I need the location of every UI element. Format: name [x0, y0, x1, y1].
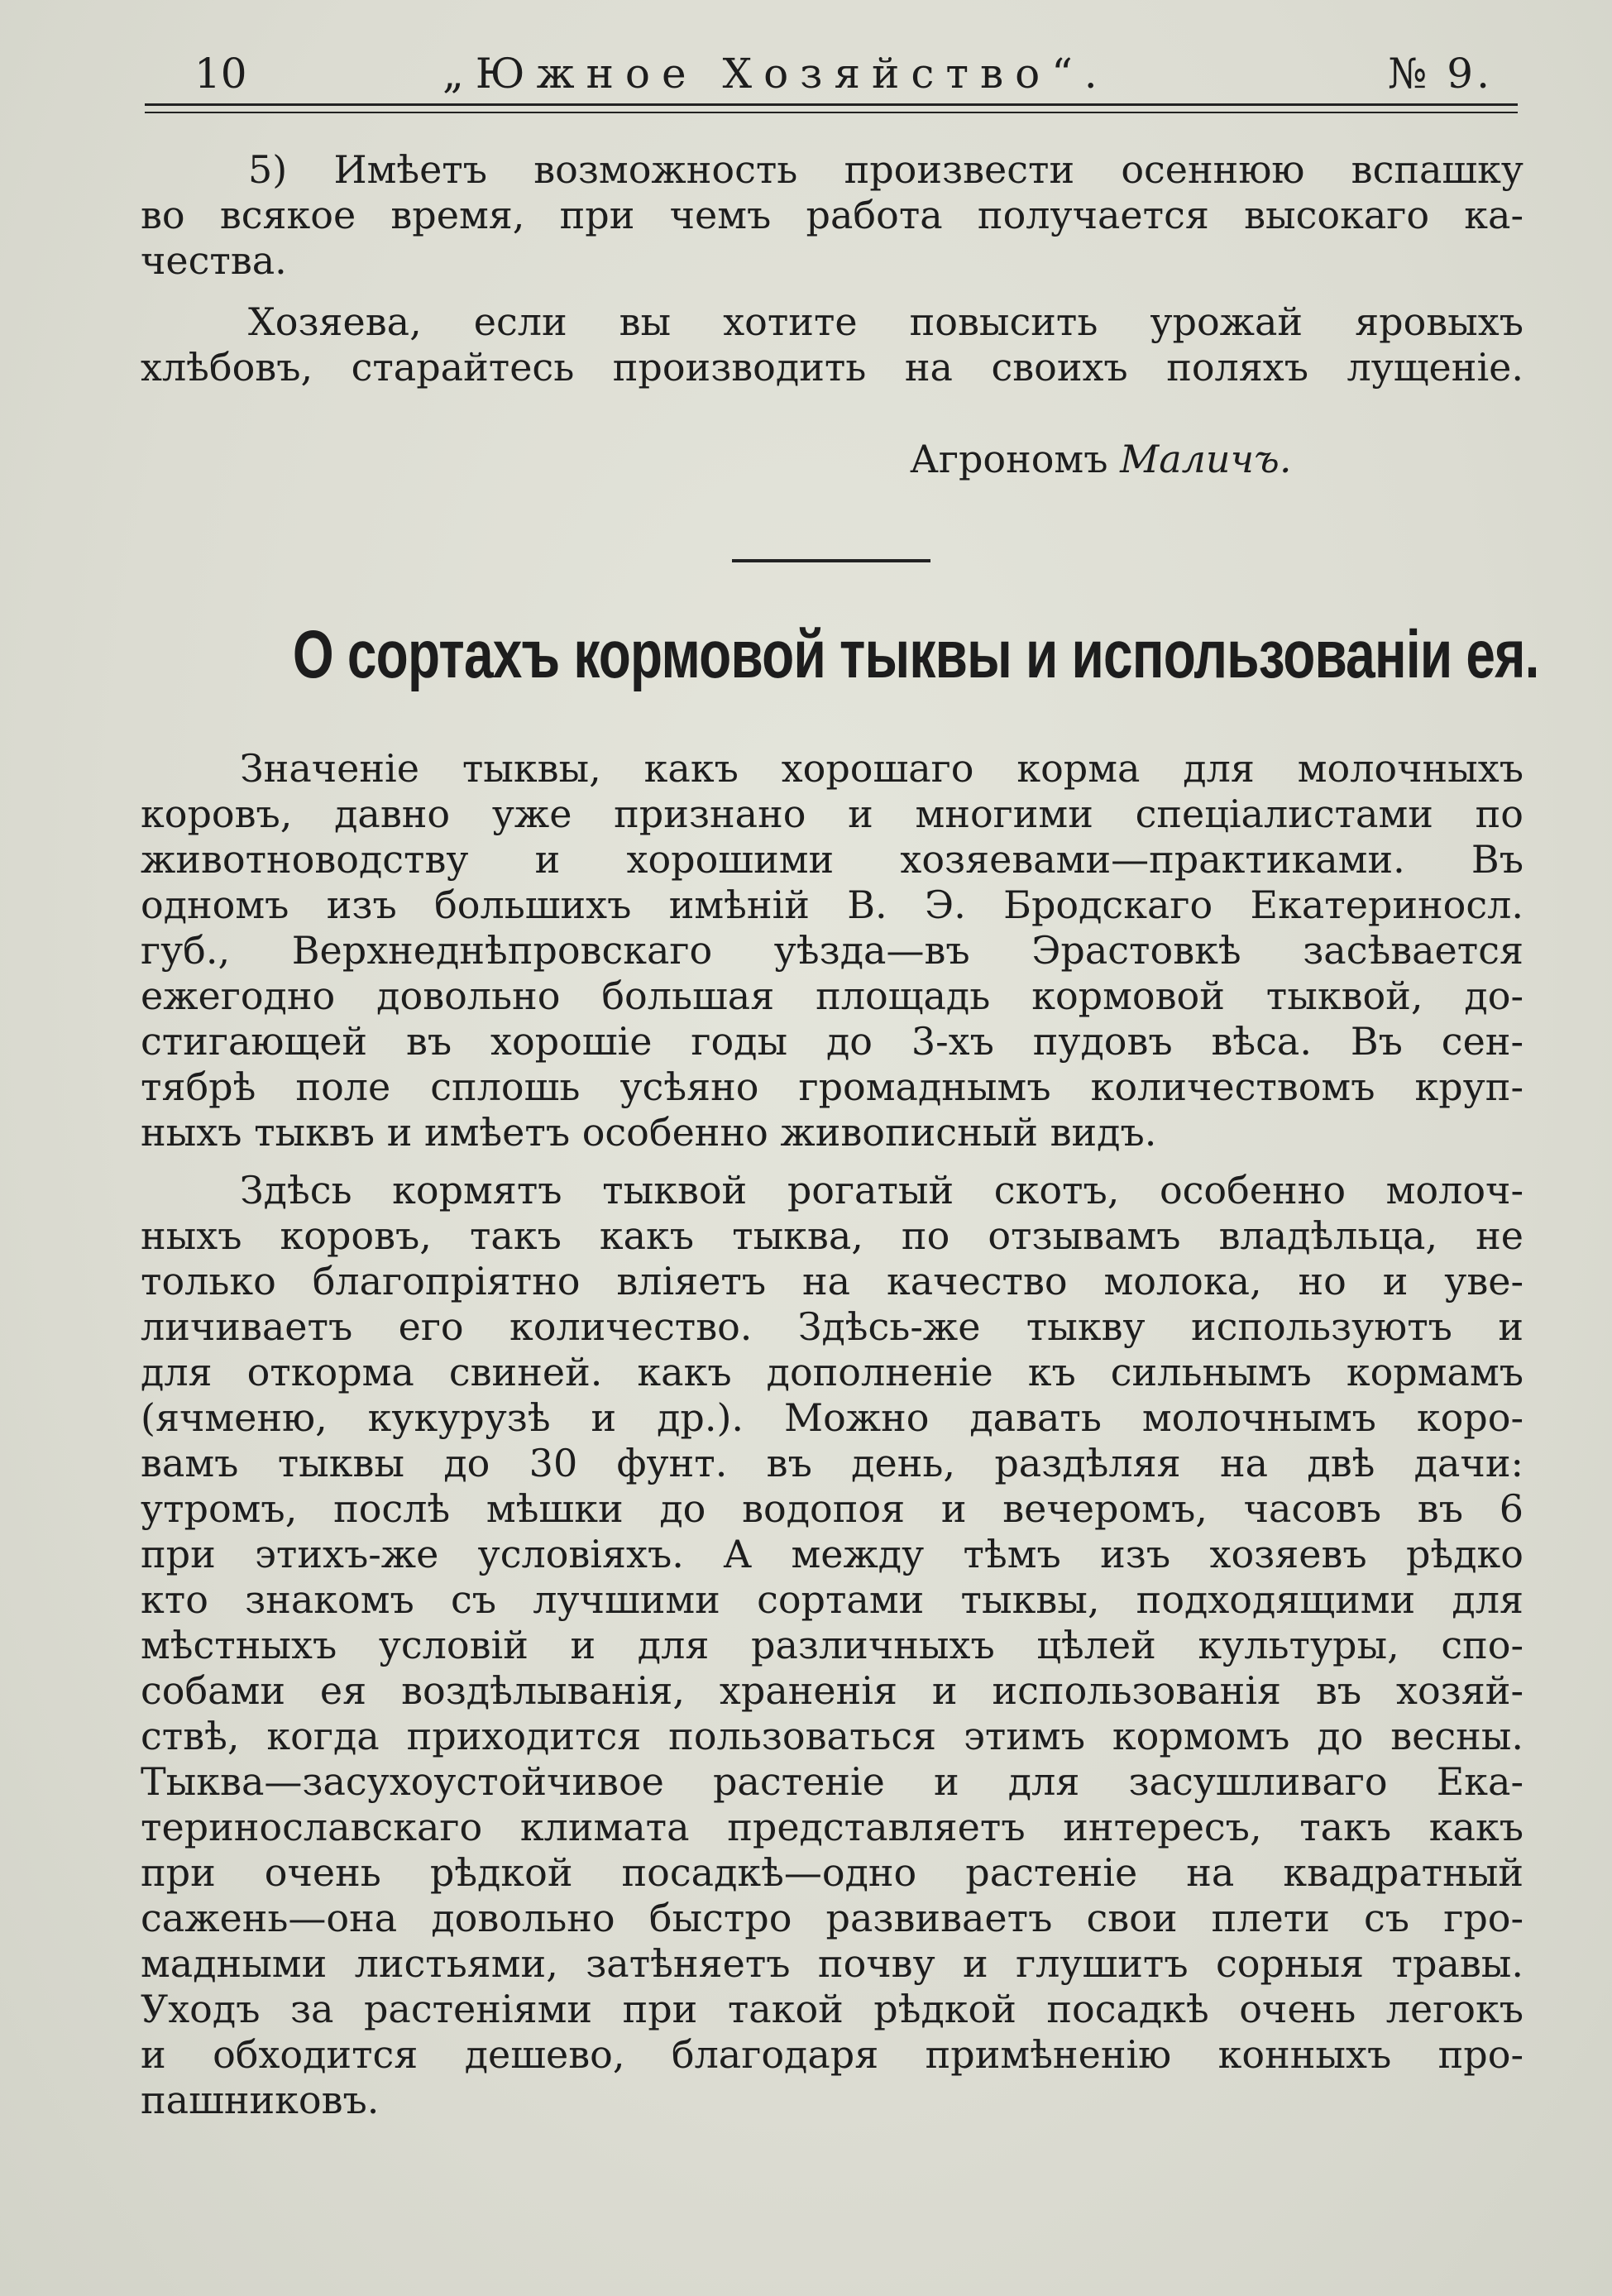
signature-role: Агрономъ [910, 437, 1108, 481]
article-paragraph-1 [141, 746, 1524, 1155]
text-line: ныхъ коровъ, такъ какъ тыква, по отзывамъ владѣльца, не [141, 1213, 1524, 1258]
text-line: при этихъ-же условіяхъ. А между тѣмъ изъ хозяевъ рѣдко [141, 1532, 1524, 1576]
text-line: животноводству и хорошими хозяевами—практиками. Въ [141, 837, 1524, 882]
signature-name: Маличъ. [1120, 437, 1292, 481]
text-line: собами ея воздѣлыванія, храненія и использованія въ хозяй- [141, 1668, 1524, 1713]
text-line: губ., Верхнеднѣпровскаго уѣзда—въ Эрастовкѣ засѣвается [141, 928, 1524, 973]
signature [910, 437, 1291, 481]
text-line: вамъ тыквы до 30 фунт. въ день, раздѣляя на двѣ дачи: [141, 1441, 1524, 1485]
text-line: ежегодно довольно большая площадь кормовой тыквой, до- [141, 973, 1524, 1018]
text-line: ствѣ, когда приходится пользоваться этимъ кормомъ до весны. [141, 1714, 1524, 1758]
text-line: личиваетъ его количество. Здѣсь-же тыкву используютъ и [141, 1304, 1524, 1349]
text-line: Уходъ за растеніями при такой рѣдкой посадкѣ очень легокъ [141, 1987, 1524, 2031]
issue-number: № 9. [1388, 50, 1493, 98]
text-line: при очень рѣдкой посадкѣ—одно растеніе на квадратный [141, 1850, 1524, 1895]
running-head [145, 50, 1518, 108]
text-line: Здѣсь кормятъ тыквой рогатый скотъ, особенно молоч- [240, 1168, 1524, 1213]
text-line: только благопріятно вліяетъ на качество молока, но и уве- [141, 1259, 1524, 1303]
text-line: утромъ, послѣ мѣшки до водопоя и вечеромъ, часовъ въ 6 [141, 1486, 1524, 1531]
text-line: кто знакомъ съ лучшими сортами тыквы, подходящими для [141, 1577, 1524, 1622]
text-line: во всякое время, при чемъ работа получается высокаго ка- [141, 193, 1524, 237]
text-line: стигающей въ хорошіе годы до 3-хъ пудовъ вѣса. Въ сен- [141, 1019, 1524, 1064]
text-line: пашниковъ. [141, 2078, 380, 2122]
journal-title: „Южное Хозяйство“. [442, 50, 1109, 98]
text-line: и обходится дешево, благодаря примѣненію конныхъ про- [141, 2032, 1524, 2077]
header-rule-thin [145, 112, 1518, 113]
text-line: (ячменю, кукурузѣ и др.). Можно давать молочнымъ коро- [141, 1395, 1524, 1440]
text-line: хлѣбовъ, старайтесь производить на своихъ поляхъ лущеніе. [141, 345, 1524, 390]
text-line: ныхъ тыквъ и имѣетъ особенно живописный видъ. [141, 1110, 1157, 1155]
text-line: мадными листьями, затѣняетъ почву и глушитъ сорныя травы. [141, 1941, 1524, 1986]
text-line: Тыква—засухоустойчивое растеніе и для засушливаго Ека- [141, 1759, 1524, 1804]
text-line: чества. [141, 238, 287, 283]
article-title: О сортахъ кормовой тыквы и использованіи ея. [292, 617, 1539, 692]
page-number: 10 [194, 50, 247, 98]
text-line: тябрѣ поле сплошь усѣяно громаднымъ количествомъ круп- [141, 1064, 1524, 1109]
text-line: одномъ изъ большихъ имѣній В. Э. Бродскаго Екатериносл. [141, 883, 1524, 927]
text-line: теринославскаго климата представляетъ интересъ, такъ какъ [141, 1805, 1524, 1849]
intro-item-5 [141, 147, 1524, 284]
header-rule [145, 103, 1518, 106]
text-line: 5) Имѣетъ возможность произвести осеннюю вспашку [248, 147, 1524, 192]
text-line: сажень—она довольно быстро развиваетъ свои плети съ гро- [141, 1896, 1524, 1940]
article-paragraph-2 [141, 1168, 1524, 2123]
intro-appeal [141, 299, 1524, 390]
text-line: коровъ, давно уже признано и многими спеціалистами по [141, 792, 1524, 836]
text-line: Хозяева, если вы хотите повысить урожай яровыхъ [248, 299, 1524, 344]
section-divider [732, 559, 930, 562]
text-line: Значеніе тыквы, какъ хорошаго корма для молочныхъ [240, 746, 1524, 791]
text-line: для откорма свиней. какъ дополненіе къ сильнымъ кормамъ [141, 1350, 1524, 1394]
text-line: мѣстныхъ условій и для различныхъ цѣлей культуры, спо- [141, 1623, 1524, 1667]
